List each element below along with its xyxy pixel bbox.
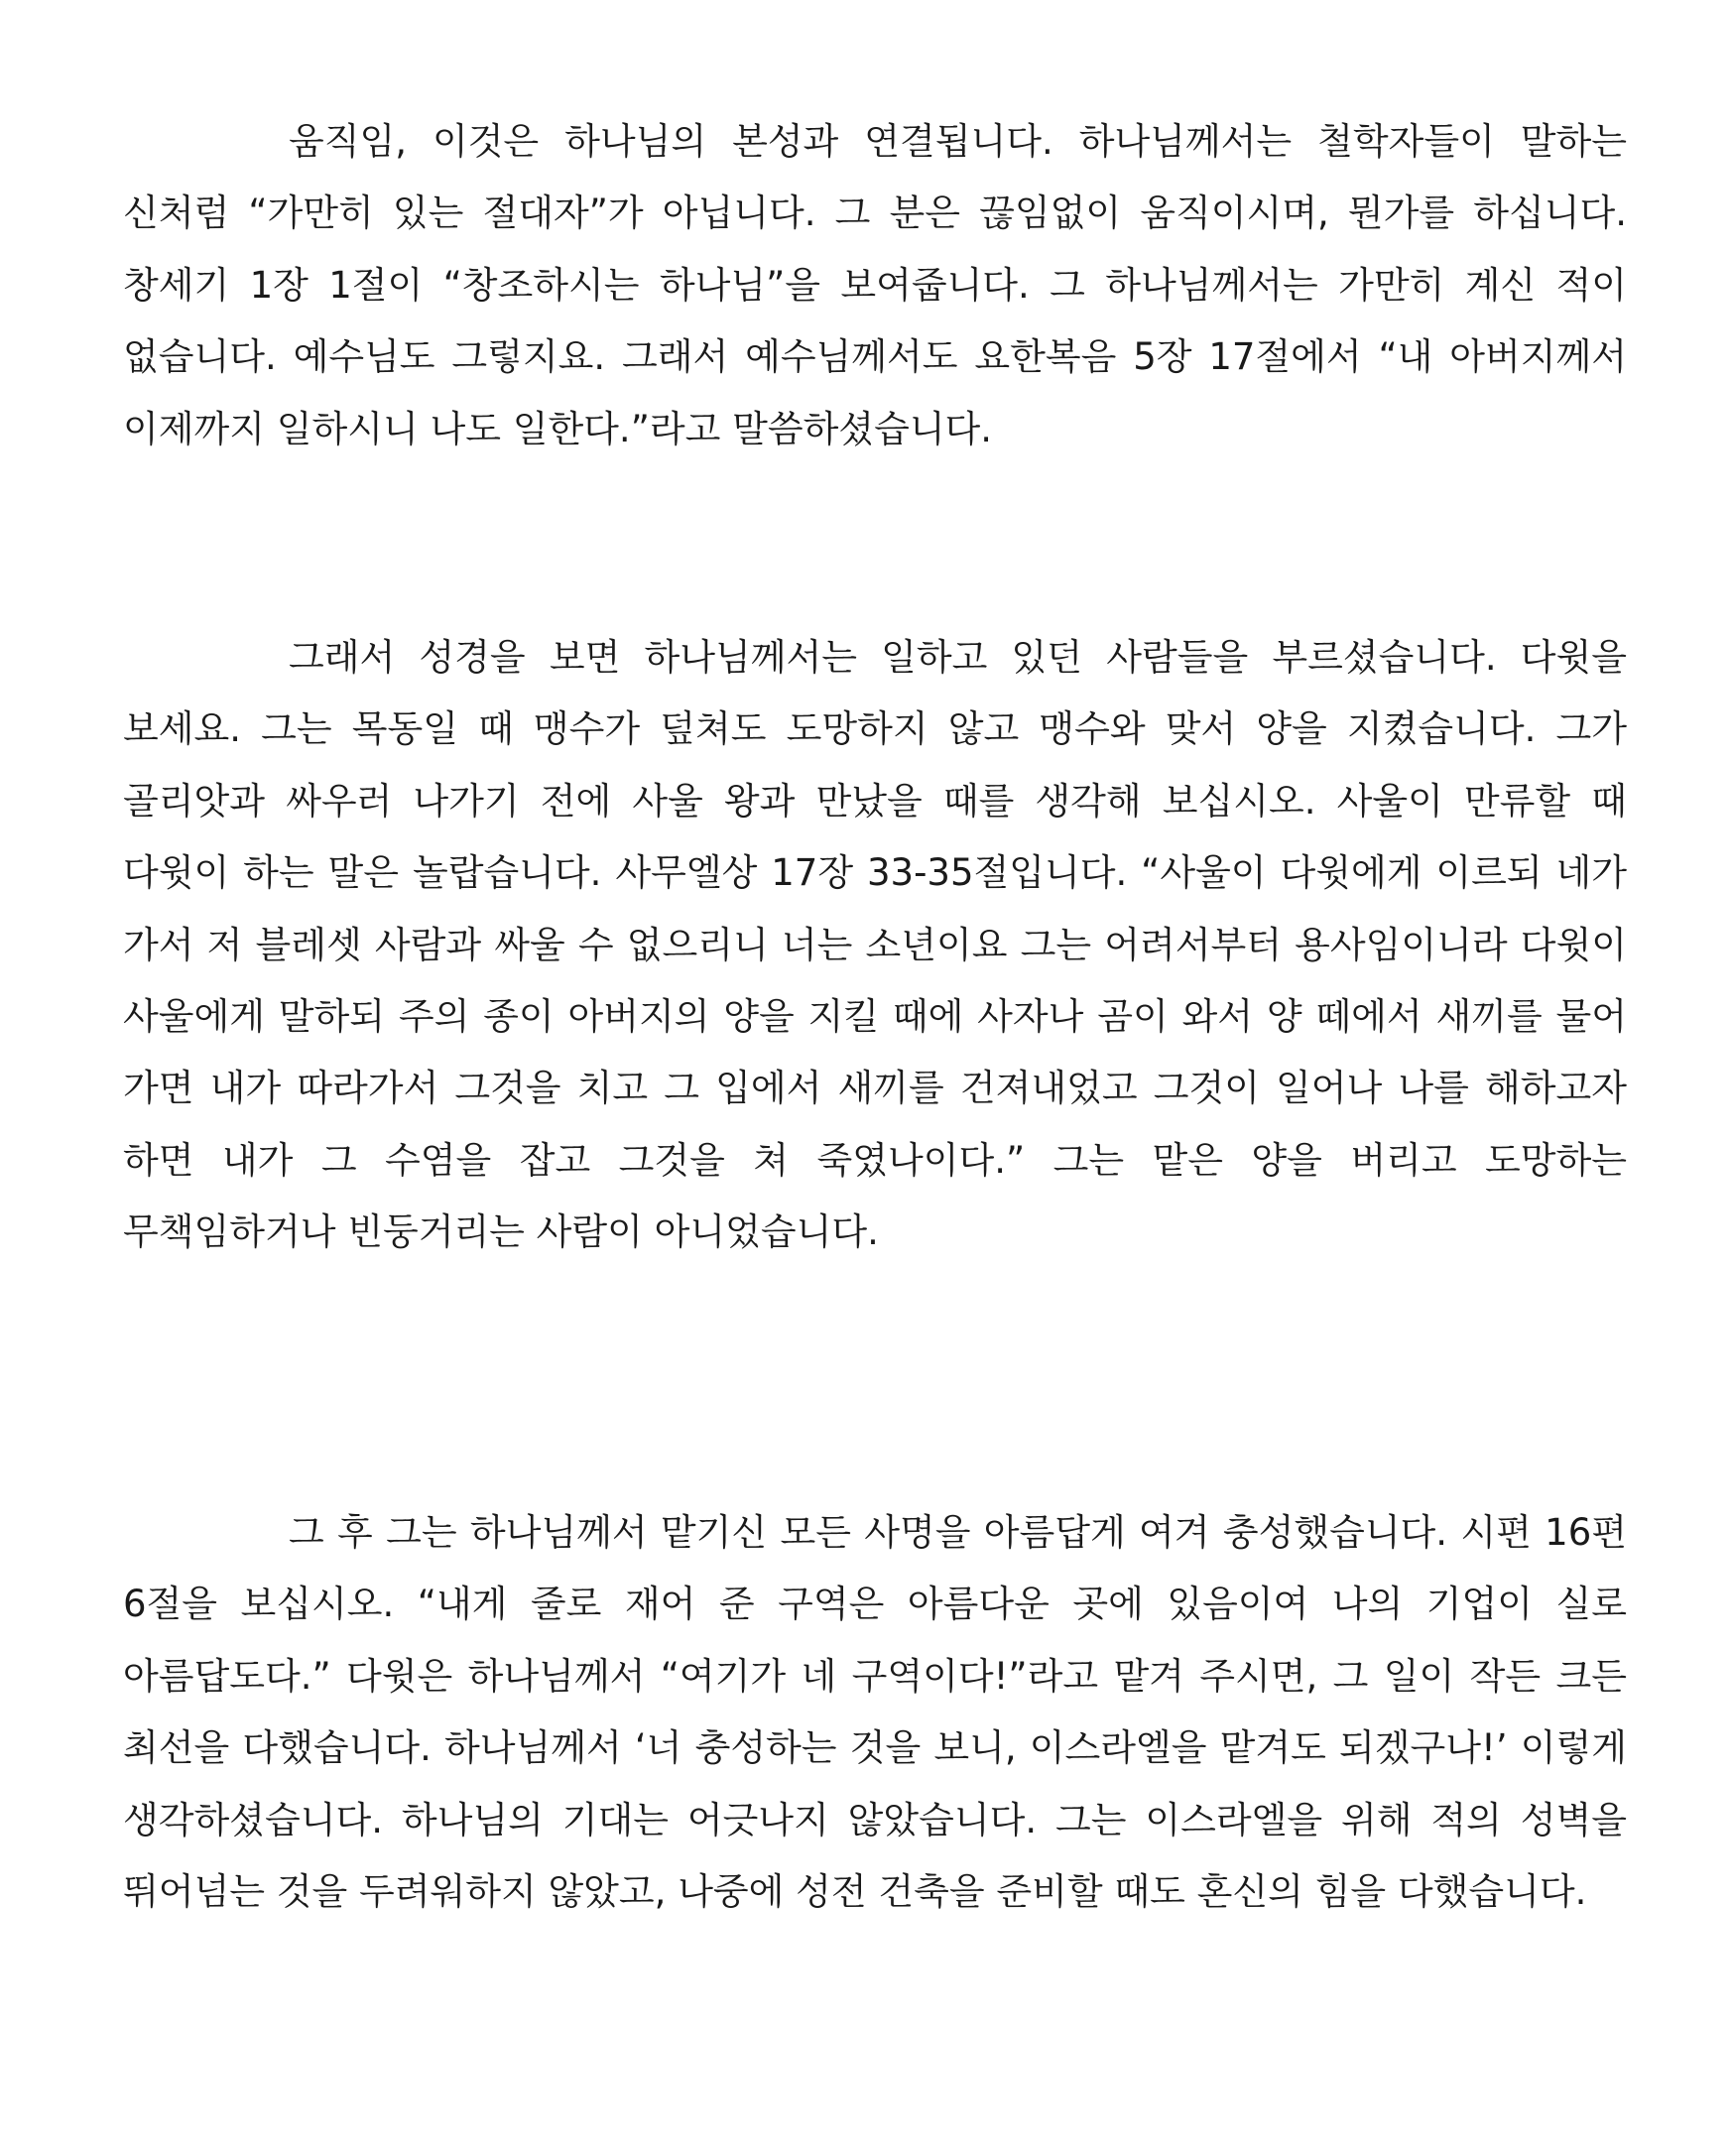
paragraph-2-block	[123, 622, 1627, 1269]
paragraph-1-block	[123, 106, 1627, 465]
paragraph-2: 그래서 성경을 보면 하나님께서는 일하고 있던 사람들을 부르셨습니다. 다윗을 보세요. 그는 목동일 때 맹수가 덮쳐도 도망하지 않고 맹수와 맞서 양을 지켰습니다. 그가 골리앗과 싸우러 나가기 전에 사울 왕과 만났을 때를 생각해 보십시오. 사울이 만류할 때 다윗이 하는 말은 놀랍습니다. 사무엘상 17장 33-35절입니다. “사울이 다윗에게 이르되 네가 가서 저 블레셋 사람과 싸울 수 없으리니 너는 소년이요 그는 어려서부터 용사임이니라 다윗이 사울에게 말하되 주의 종이 아버지의 양을 지킬 때에 사자나 곰이 와서 양 떼에서 새끼를 물어 가면 내가 따라가서 그것을 치고 그 입에서 새끼를 건져내었고 그것이 일어나 나를 해하고자 하면 내가 그 수염을 잡고 그것을 쳐 죽였나이다.” 그는 맡은 양을 버리고 도망하는 무책임하거나 빈둥거리는 사람이 아니었습니다.	[123, 636, 1627, 1254]
paragraph-3: 그 후 그는 하나님께서 맡기신 모든 사명을 아름답게 여겨 충성했습니다. 시편 16편 6절을 보십시오. “내게 줄로 재어 준 구역은 아름다운 곳에 있음이여 나의 기업이 실로 아름답도다.” 다윗은 하나님께서 “여기가 네 구역이다!”라고 맡겨 주시면, 그 일이 작든 크든 최선을 다했습니다. 하나님께서 ‘너 충성하는 것을 보니, 이스라엘을 맡겨도 되겠구나!’ 이렇게 생각하셨습니다. 하나님의 기대는 어긋나지 않았습니다. 그는 이스라엘을 위해 적의 성벽을 뛰어넘는 것을 두려워하지 않았고, 나중에 성전 건축을 준비할 때도 혼신의 힘을 다했습니다.	[123, 1511, 1627, 1914]
paragraph-1: 움직임, 이것은 하나님의 본성과 연결됩니다. 하나님께서는 철학자들이 말하는 신처럼 “가만히 있는 절대자”가 아닙니다. 그 분은 끊임없이 움직이시며, 뭔가를 하십니다. 창세기 1장 1절이 “창조하시는 하나님”을 보여줍니다. 그 하나님께서는 가만히 계신 적이 없습니다. 예수님도 그렇지요. 그래서 예수님께서도 요한복음 5장 17절에서 “내 아버지께서 이제까지 일하시니 나도 일한다.”라고 말씀하셨습니다.	[123, 120, 1627, 450]
paragraph-3-block	[123, 1497, 1627, 1928]
